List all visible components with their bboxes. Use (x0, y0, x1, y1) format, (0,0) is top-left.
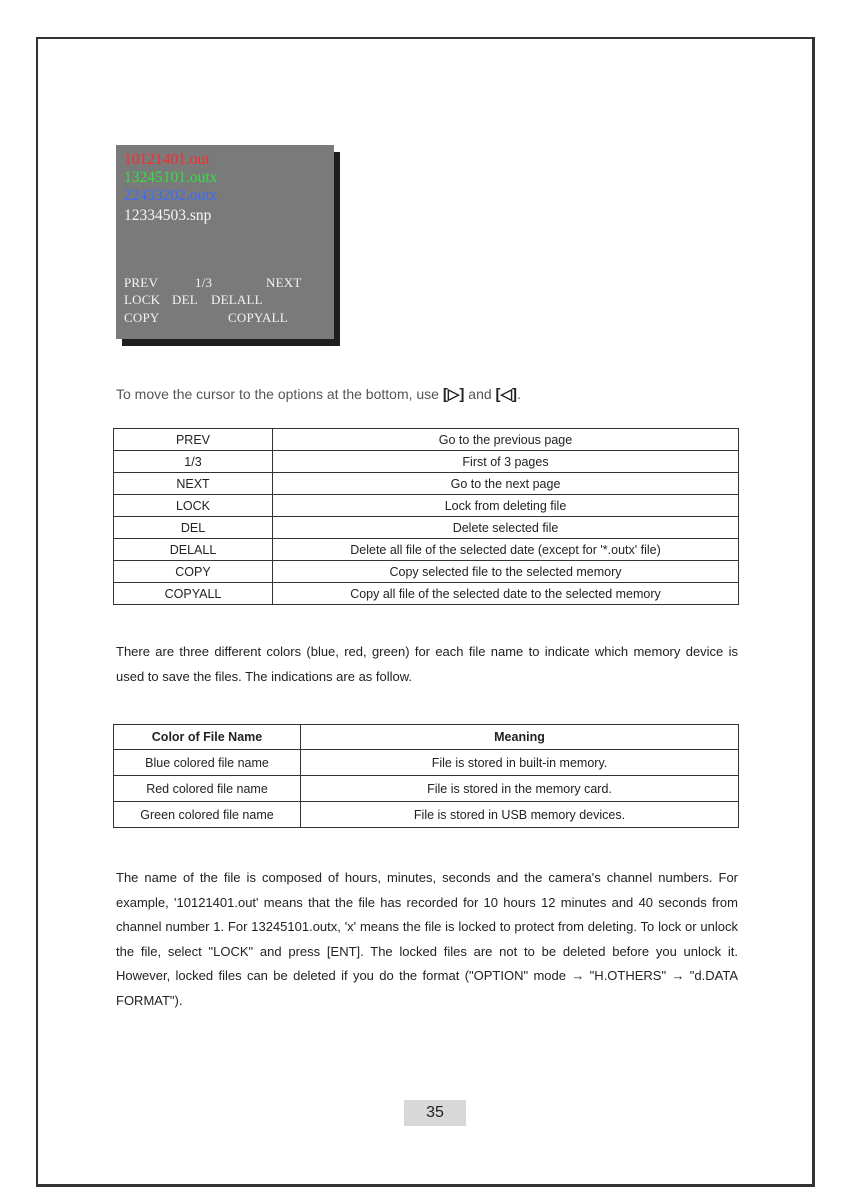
color-intro-paragraph: There are three different colors (blue, red, green) for each file name to indicate which memory device is used to save the files. The indications are as follow. (116, 644, 738, 684)
copy-option[interactable]: COPY (124, 310, 160, 325)
table-row (114, 561, 739, 583)
copyall-option[interactable]: COPYALL (228, 310, 288, 325)
lock-option[interactable]: LOCK (124, 292, 161, 307)
table-row (114, 583, 739, 605)
navigation-instruction (116, 385, 521, 403)
column-header-meaning: Meaning (301, 725, 739, 750)
options-table (113, 428, 739, 605)
table-row (114, 517, 739, 539)
prev-option[interactable]: PREV (124, 275, 159, 290)
description-cell: Copy all file of the selected date to the selected memory (273, 583, 739, 605)
option-cell: DEL (114, 517, 273, 539)
table-row (114, 802, 739, 828)
option-cell: NEXT (114, 473, 273, 495)
instruction-text: To move the cursor to the options at the bottom, use (116, 386, 443, 402)
table-row (114, 473, 739, 495)
option-cell: PREV (114, 429, 273, 451)
right-arrow-key: [▷] (442, 386, 465, 403)
file-item-out[interactable]: 10121401.out (124, 151, 210, 168)
table-row (114, 539, 739, 561)
next-option[interactable]: NEXT (266, 275, 302, 290)
instruction-and: and (464, 386, 496, 402)
option-cell: 1/3 (114, 451, 273, 473)
file-item-outx[interactable]: 22433202.outx (124, 187, 218, 204)
description-cell: Go to the next page (273, 473, 739, 495)
page-number: 35 (404, 1100, 466, 1126)
table-row (114, 750, 739, 776)
meaning-cell: File is stored in USB memory devices. (301, 802, 739, 828)
page-indicator[interactable]: 1/3 (195, 275, 213, 290)
option-cell: LOCK (114, 495, 273, 517)
color-meaning-table (113, 724, 739, 828)
meaning-cell: File is stored in built-in memory. (301, 750, 739, 776)
description-cell: Copy selected file to the selected memory (273, 561, 739, 583)
color-cell: Blue colored file name (114, 750, 301, 776)
option-cell: DELALL (114, 539, 273, 561)
delall-option[interactable]: DELALL (211, 292, 263, 307)
description-cell: First of 3 pages (273, 451, 739, 473)
file-item-snp[interactable]: 12334503.snp (124, 207, 212, 224)
file-name-explanation-paragraph: The name of the file is composed of hours, minutes, seconds and the camera's channel numbers. For example, '10121401.out' means that the file has recorded for 10 hours 12 minutes and 40 seconds from channel number 1. For 13245101.outx, 'x' means the file is locked to protect from deleting. To lock or unlock the file, select "LOCK" and press [ENT]. The locked files are not to be deleted before you unlock it. However, locked files can be deleted if you do the format ("OPTION" mode → "H.OTHERS" → "d.DATA FORMAT"). (116, 870, 738, 1008)
option-cell: COPYALL (114, 583, 273, 605)
color-cell: Red colored file name (114, 776, 301, 802)
description-cell: Lock from deleting file (273, 495, 739, 517)
file-item-locked-outx[interactable]: 13245101.outx (124, 169, 218, 186)
file-list-osd (116, 145, 334, 339)
instruction-end: . (517, 386, 521, 402)
table-row (114, 495, 739, 517)
color-cell: Green colored file name (114, 802, 301, 828)
option-cell: COPY (114, 561, 273, 583)
description-cell: Delete selected file (273, 517, 739, 539)
table-row (114, 451, 739, 473)
left-arrow-key: [◁] (495, 386, 518, 403)
table-row (114, 429, 739, 451)
description-cell: Go to the previous page (273, 429, 739, 451)
table-row (114, 776, 739, 802)
table-header-row (114, 725, 739, 750)
description-cell: Delete all file of the selected date (except for '*.outx' file) (273, 539, 739, 561)
column-header-color: Color of File Name (114, 725, 301, 750)
del-option[interactable]: DEL (172, 292, 198, 307)
meaning-cell: File is stored in the memory card. (301, 776, 739, 802)
